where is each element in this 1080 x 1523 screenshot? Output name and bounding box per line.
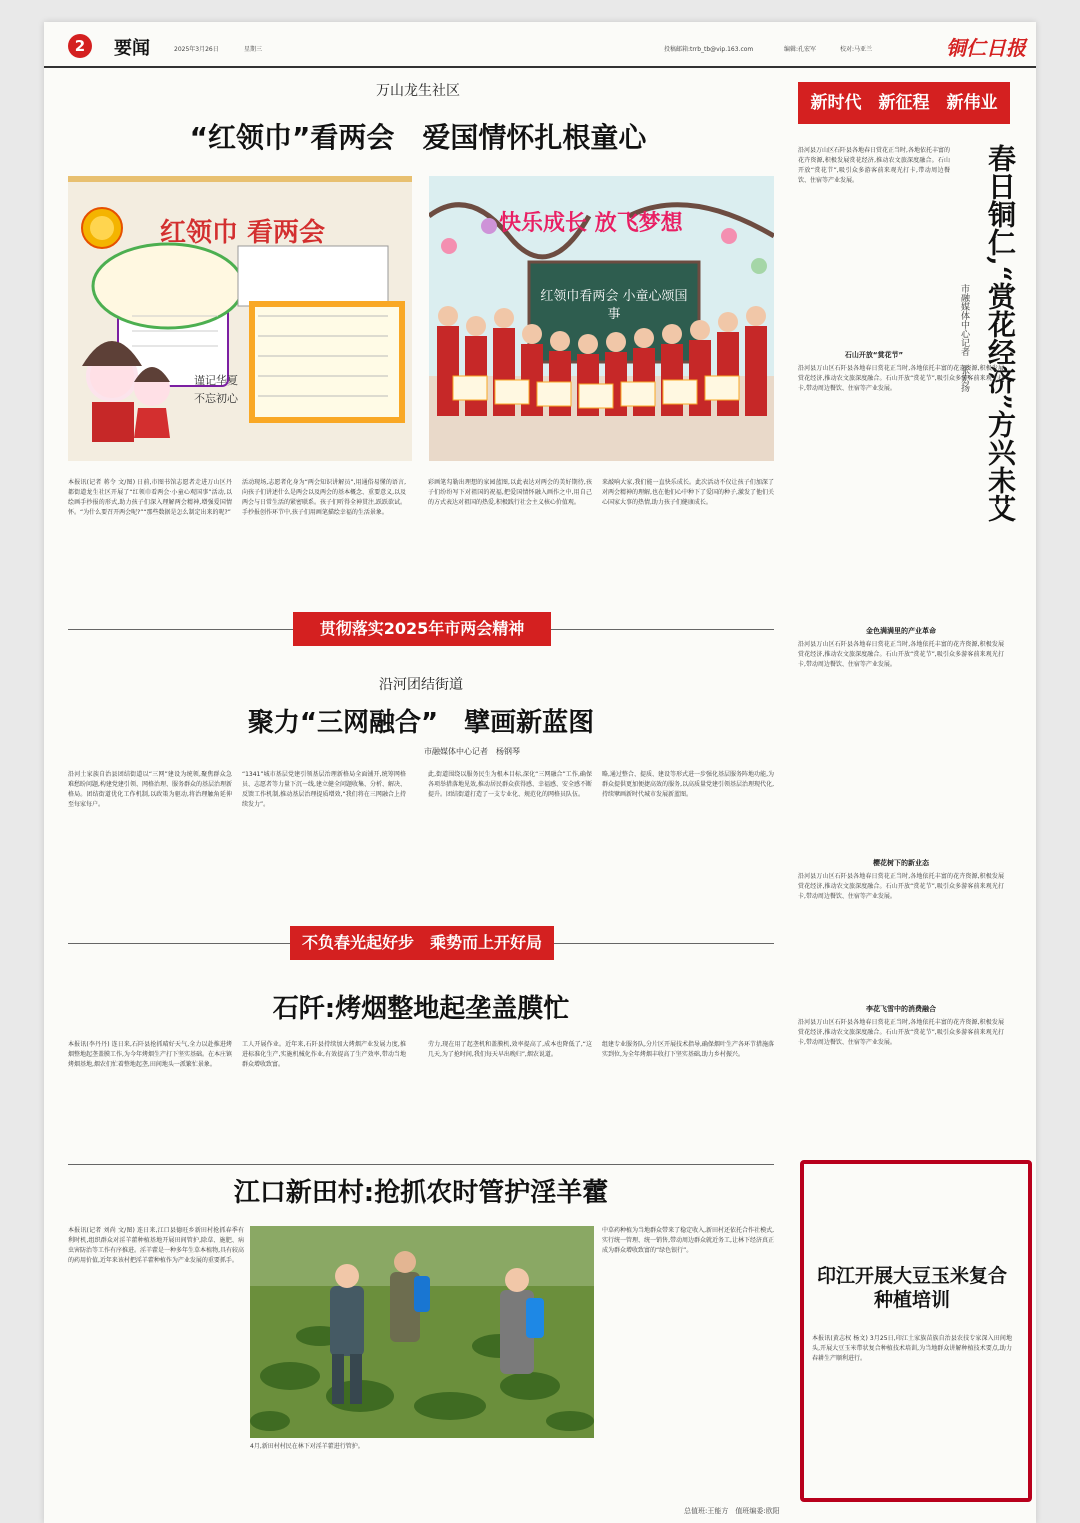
submission-email: 投稿邮箱:trrb_tb@vip.163.com <box>664 46 754 53</box>
article2-column-3: 此,街道围绕以服务民生为根本目标,深化“三网融合”工作,确保各项举措落地见效,推动居民群众获得感、幸福感、安全感不断提升。团结街道打造了一支专业化、规范化的网格员队伍。 <box>428 771 592 798</box>
classroom-photo <box>429 176 774 461</box>
editor-credit: 编辑:孔宏军 <box>784 46 817 53</box>
theme-banner-1: 贯彻落实2025年市两会精神 <box>293 612 551 646</box>
article1-kicker: 万山龙生社区 <box>376 83 460 99</box>
right-column-text-4: 沿河县万山区石阡县各地春日赏花正当时,各地依托丰富的花卉资源,积极发展赏花经济,推动农文旅深度融合。石山开放“赏花节”,吸引众多游客前来观光打卡,带动周边餐饮、住宿等产业发展。 <box>798 873 1004 900</box>
right-column-text-1: 沿河县万山区石阡县各地春日赏花正当时,各地依托丰富的花卉资源,积极发展赏花经济,推动农文旅深度融合。石山开放“赏花节”,吸引众多游客前来观光打卡,带动周边餐饮、住宿等产业发展。 <box>798 147 950 184</box>
article1-column-1: 本报讯(记者 蒋令 文/图) 日前,市图书馆志愿者走进万山区丹都街道龙生社区开展了“红领巾看两会·小童心观国事”活动,以绘画手抄报的形式,助力孩子们深入理解两会精神,增强爱国情怀。“为什么要召开两会呢?”“那些数据是怎么制定出来的呢?” <box>68 479 232 516</box>
article2-byline: 市融媒体中心记者 杨钢琴 <box>424 747 520 756</box>
right-vertical-title: 春日铜仁,“赏花经济”方兴未艾 <box>984 144 1017 522</box>
right-subhead-3: 樱花树下的新业态 <box>873 859 929 867</box>
article4-column-1: 本报讯(记者 刘尚 文/图) 连日来,江口县德旺乡新田村抢抓春季有利时机,组织群众对淫羊藿种植基地开展田间管护,除草、施肥、病虫害防治等工作有序推进。淫羊藿是一种多年生草本植物,具有较高的药用价值,近年来该村把淫羊藿种植作为产业发展的重要抓手。 <box>68 1227 244 1264</box>
right-subhead-2: 金色满满里的产业革命 <box>866 627 936 635</box>
article2-column-4: 略,通过整合、提质、建设等形式进一步强化基层服务阵地功能,为群众提供更加便捷高效的服务,以高质量党建引领基层治理现代化,持续擘画新时代城市发展新蓝图。 <box>602 771 774 798</box>
article2-column-2: “1341”城市基层党建引领基层治理新格局全面铺开,统筹网格员、志愿者等力量下沉一线,建立健全问题收集、分析、解决、反馈工作机制,推动基层治理提质增效,“我们将在三网融合上持续发力”。 <box>242 771 406 808</box>
article2-column-1: 沿河土家族自治县团结街道以“三网”建设为统领,聚焦群众急难愁盼问题,构建党建引领、网格治理、服务群众的基层治理新格局。团结街道优化工作机制,以政策为驱动,将治理触角延伸至每家每户。 <box>68 771 232 808</box>
blackboard-text: 红领巾看两会 小童心颂国事 <box>540 289 688 322</box>
right-column-text-3: 沿河县万山区石阡县各地春日赏花正当时,各地依托丰富的花卉资源,积极发展赏花经济,推动农文旅深度融合。石山开放“赏花节”,吸引众多游客前来观光打卡,带动周边餐饮、住宿等产业发展。 <box>798 641 1004 668</box>
section-title: 要闻 <box>114 38 150 59</box>
article1-column-4: 来敲响大家,我们能一直快乐成长。此次活动不仅让孩子们加深了对两会精神的理解,也在他们心中种下了爱国的种子,激发了他们关心国家大事的热情,助力孩子们健康成长。 <box>602 479 774 506</box>
article4-headline: 江口新田村:抢抓农时管护淫羊藿 <box>233 1178 609 1208</box>
article4-column-3: 中草药种植为当地群众带来了稳定收入,新田村还依托合作社模式,实行统一管理、统一销售,带动周边群众就近务工,让林下经济真正成为群众增收致富的“绿色银行”。 <box>602 1227 774 1254</box>
right-vertical-byline: 市融媒体中心记者 张宏扬 <box>959 284 969 392</box>
proofreader-credit: 校对:马亚兰 <box>840 46 873 53</box>
page-header <box>44 22 1036 68</box>
right-subhead-4: 李花飞雪中的消费融合 <box>866 1005 936 1013</box>
article2-headline: 聚力“三网融合” 擘画新蓝图 <box>247 708 595 738</box>
right-column-text-5: 沿河县万山区石阡县各地春日赏花正当时,各地依托丰富的花卉资源,积极发展赏花经济,推动农文旅深度融合。石山开放“赏花节”,吸引众多游客前来观光打卡,带动周边餐饮、住宿等产业发展。 <box>798 1019 1004 1046</box>
article2-kicker: 沿河团结街道 <box>379 677 463 693</box>
article3-column-2: 工人开展作业。近年来,石阡县持续加大烤烟产业发展力度,推进标准化生产,实施机械化作业,有效提高了生产效率,带动当地群众增收致富。 <box>242 1041 406 1068</box>
newspaper-logo: 铜仁日报 <box>946 36 1026 60</box>
article3-column-1: 本报讯(李丹丹) 连日来,石阡县抢抓晴好天气,全力以赴推进烤烟整地起垄盖膜工作,为今年烤烟生产打下坚实基础。在本庄镇烤烟基地,烟农们忙着整地起垄,田间地头一派繁忙景象。 <box>68 1041 232 1068</box>
farm-photo <box>250 1226 594 1438</box>
page-number-badge: 2 <box>68 34 92 58</box>
article1-headline: “红领巾”看两会 爱国情怀扎根童心 <box>189 121 647 154</box>
right-subhead-1: 石山开放“赏花节” <box>844 351 904 359</box>
farm-photo-caption: 4月,新田村村民在林下对淫羊藿进行管护。 <box>250 1443 364 1450</box>
poster-tag-1: 谨记华夏 <box>194 374 238 387</box>
poster-photo <box>68 176 412 461</box>
divider <box>68 1164 774 1165</box>
article3-column-3: 劳力,现在用了起垄机和盖膜机,效率提高了,成本也降低了,“这几天,为了抢时间,我们每天早出晚归”,烟农说道。 <box>428 1041 592 1058</box>
article3-headline: 石阡:烤烟整地起垄盖膜忙 <box>272 994 570 1024</box>
right-column-text-2: 沿河县万山区石阡县各地春日赏花正当时,各地依托丰富的花卉资源,积极发展赏花经济,推动农文旅深度融合。石山开放“赏花节”,吸引众多游客前来观光打卡,带动周边餐饮、住宿等产业发展。 <box>798 365 1004 392</box>
poster-title: 红领巾 看两会 <box>160 218 326 248</box>
issue-weekday: 星期三 <box>244 46 263 53</box>
article3-column-4: 组建专业服务队,分片区开展技术指导,确保烟叶生产各环节措施落实到位,为全年烤烟丰收打下坚实基础,助力乡村振兴。 <box>602 1041 774 1058</box>
issue-date: 2025年3月26日 <box>174 46 219 53</box>
page-footer: 总值班:王能方 值班编委:欧阳 <box>684 1507 780 1515</box>
newspaper-page <box>44 22 1036 1523</box>
farm-illustration <box>250 1226 594 1438</box>
poster-tag-2: 不忘初心 <box>194 392 238 405</box>
article1-column-3: 彩画笔勾勒出理想的家园蓝图,以此表达对两会的美好期待,孩子们纷纷写下对祖国的祝福,把爱国情怀融入画作之中,用自己的方式表达对祖国的热爱,积极践行社会主义核心价值观。 <box>428 479 592 506</box>
theme-banner-2: 不负春光起好步 乘势而上开好局 <box>290 926 554 960</box>
highlighted-article-title: 印江开展大豆玉米复合种植培训 <box>816 1265 1007 1311</box>
article1-column-2: 活动现场,志愿者化身为“两会知识讲解员”,用通俗易懂的语言,向孩子们讲述什么是两会以及两会的基本概念、重要意义,以及两会与日常生活的紧密联系。孩子们听得全神贯注,跃跃欲试。手抄报创作环节中,孩子们用画笔描绘幸福的生活景象。 <box>242 479 406 516</box>
highlighted-article-text: 本报讯(黄志权 杨文) 3月25日,印江土家族苗族自治县农技专家深入田间地头,开展大豆玉米带状复合种植技术培训,为当地群众讲解种植技术要点,助力春耕生产顺利进行。 <box>812 1335 1012 1362</box>
photo-slogan: 快乐成长 放飞梦想 <box>499 211 683 236</box>
right-theme-banner: 新时代 新征程 新伟业 <box>798 82 1010 124</box>
